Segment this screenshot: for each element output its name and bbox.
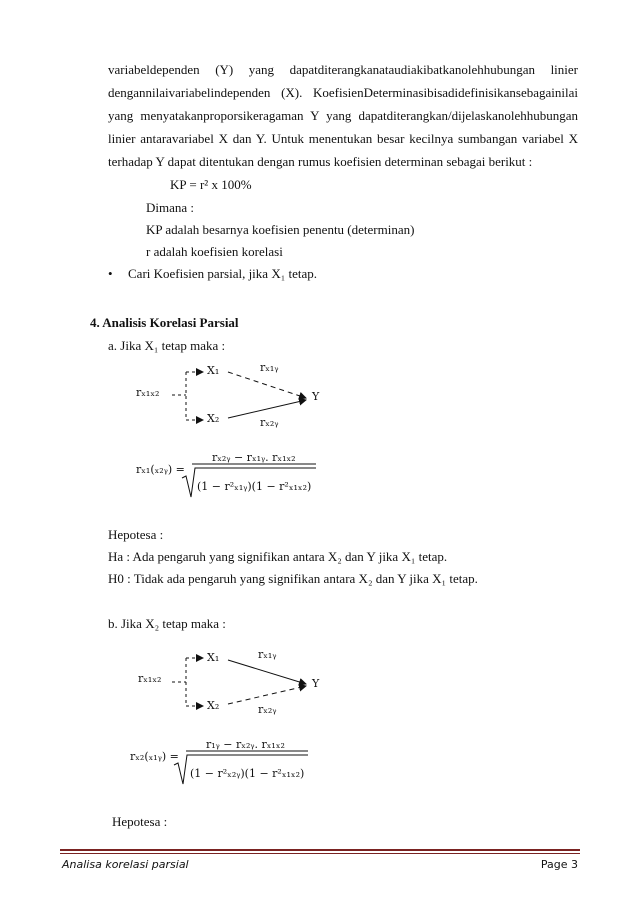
label-r-x1y: rₓ₁ᵧ: [260, 361, 279, 374]
r-description: r adalah koefisien korelasi: [146, 244, 283, 259]
formula-a-denominator: (1 − r²ₓ₁ᵧ)(1 − r²ₓ₁ₓ₂): [197, 480, 312, 493]
formula-a-numerator: rₓ₂ᵧ − rₓ₁ᵧ. rₓ₁ₓ₂: [212, 451, 296, 464]
paragraph-line-2: dengannilaivariabelindependen (X). KoefisienDeterminasibisadidefinisikansebagainilai: [108, 85, 578, 100]
footer-rule: [60, 849, 580, 851]
node-x1-b: X₁: [207, 651, 220, 664]
label-r-x2y: rₓ₂ᵧ: [260, 416, 279, 429]
formula-b-lhs: rₓ₂(ₓ₁ᵧ) =: [130, 750, 179, 763]
diagram-b-lines: [172, 658, 306, 706]
kp-description: KP adalah besarnya koefisien penentu (determinan): [146, 222, 415, 237]
formula-b-numerator: r₁ᵧ − rₓ₂ᵧ. rₓ₁ₓ₂: [206, 738, 285, 751]
footer-page-number: Page 3: [540, 858, 578, 871]
formula-b-denominator: (1 − r²ₓ₂ᵧ)(1 − r²ₓ₁ₓ₂): [190, 767, 305, 780]
hipotesa-ha: Ha : Ada pengaruh yang signifikan antara X₂ dan Y jika X₁ tetap.: [108, 549, 448, 564]
label-r-x2y-b: rₓ₂ᵧ: [258, 703, 277, 716]
part-b-label: b. Jika X₂ tetap maka :: [108, 616, 226, 631]
footer-rule-thin: [60, 853, 580, 854]
node-x1: X₁: [207, 364, 220, 377]
part-a-label: a. Jika X₁ tetap maka :: [108, 338, 226, 353]
node-y: Y: [312, 390, 320, 403]
bullet-text: Cari Koefisien parsial, jika X₁ tetap.: [128, 266, 318, 281]
diagram-a-lines: [172, 372, 306, 420]
paragraph-line-5: terhadap Y dapat ditentukan dengan rumus koefisien determinan sebagai berikut :: [108, 154, 533, 169]
formula-a-lhs: rₓ₁(ₓ₂ᵧ) =: [136, 463, 185, 476]
hipotesa-a-title: Hepotesa :: [108, 527, 164, 542]
paragraph-line-1: variabeldependen (Y) yang dapatditerangkanataudiakibatkanolehhubungan linier: [108, 62, 578, 77]
paragraph-line-4: linier antaravariabel X dan Y. Untuk menentukan besar kecilnya sumbangan variabel X: [108, 131, 578, 146]
hipotesa-h0: H0 : Tidak ada pengaruh yang signifikan antara X₂ dan Y jika X₁ tetap.: [108, 571, 478, 586]
node-y-b: Y: [312, 677, 320, 690]
section-heading: 4. Analisis Korelasi Parsial: [90, 315, 239, 330]
bullet-icon: •: [108, 266, 113, 281]
paragraph-line-3: yang menyatakanproporsikeragaman Y yang dapatditerangkan/dijelaskanolehhubungan: [108, 108, 578, 123]
formula-kp: KP = r² x 100%: [170, 177, 252, 192]
label-r-x1x2-b: rₓ₁ₓ₂: [138, 672, 162, 685]
label-r-x1x2: rₓ₁ₓ₂: [136, 386, 160, 399]
hipotesa-b-title: Hepotesa :: [112, 814, 168, 829]
label-r-x1y-b: rₓ₁ᵧ: [258, 648, 277, 661]
node-x2: X₂: [207, 412, 220, 425]
dimana-label: Dimana :: [146, 200, 195, 215]
footer-title: Analisa korelasi parsial: [62, 858, 189, 871]
node-x2-b: X₂: [207, 699, 220, 712]
